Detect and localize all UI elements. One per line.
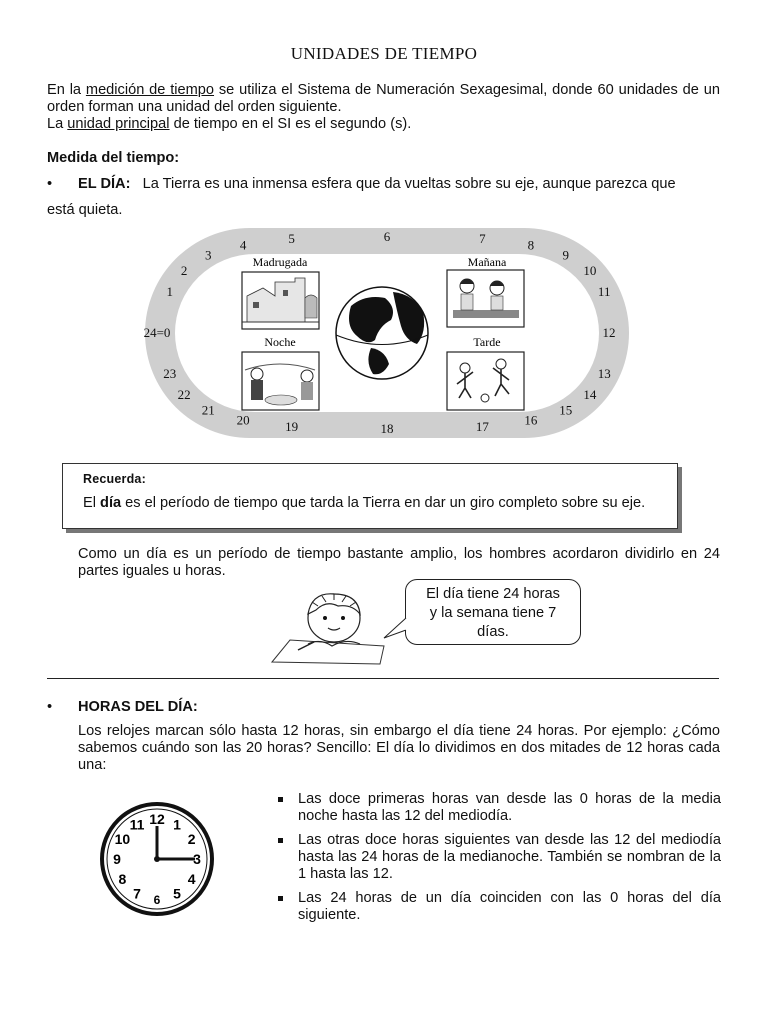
list-item <box>278 791 721 825</box>
panel-label-noche: Noche <box>264 335 296 349</box>
square-bullet-icon <box>278 896 283 901</box>
list-item <box>278 832 721 883</box>
dia-line-2: está quieta. <box>47 202 123 218</box>
dia-text: La Tierra es una inmensa esfera que da vueltas sobre su eje, aunque parezca que <box>142 176 676 192</box>
clock-number: 12 <box>149 811 165 827</box>
recuerda-text-part: es el período de tiempo que tarda la Tierra en dar un giro completo sobre su eje. <box>121 495 646 511</box>
hour-label: 7 <box>479 231 486 247</box>
clock-number: 10 <box>114 831 131 847</box>
link-medicion-tiempo: medición de tiempo <box>85 82 215 98</box>
hour-label: 15 <box>559 402 573 418</box>
recuerda-title: Recuerda: <box>83 472 146 486</box>
hour-label: 23 <box>163 366 177 382</box>
clock-number: 7 <box>133 885 141 902</box>
list-item-text: Las otras doce horas siguientes van desde las 12 del mediodía hasta las 24 horas de la medianoche. También se nombran de la 1 hasta las 12. <box>298 832 721 882</box>
globe-icon <box>336 287 428 379</box>
child-writing-illustration <box>268 588 386 668</box>
bubble-line: y la semana tiene 7 <box>429 605 557 621</box>
intro-text: se utiliza el Sistema de Numeración Sexagesimal, donde 60 unidades de un orden forman una unidad del orden siguiente. <box>47 82 720 115</box>
page-title: UNIDADES DE TIEMPO <box>290 44 478 63</box>
bubble-line: El día tiene 24 horas <box>426 586 560 602</box>
intro-text: La <box>47 116 68 132</box>
intro-text: En la <box>47 82 86 98</box>
hour-label: 13 <box>597 366 611 382</box>
square-bullet-icon <box>278 838 283 843</box>
hour-label: 2 <box>180 262 188 278</box>
bullet-dia: • <box>47 176 53 192</box>
clock-center <box>154 856 160 862</box>
dia-label: EL DÍA: <box>78 176 131 192</box>
intro-paragraph <box>47 82 720 133</box>
hour-label: 18 <box>380 421 394 436</box>
bubble-line: días. <box>477 624 509 640</box>
hour-label: 5 <box>288 231 295 247</box>
clock-number: 1 <box>173 816 181 833</box>
recuerda-text-part: El <box>83 495 101 511</box>
hour-label: 21 <box>201 402 215 418</box>
hour-label: 11 <box>597 283 611 299</box>
day-cycle-diagram <box>135 222 635 444</box>
dia-line <box>78 176 720 193</box>
clock-number: 5 <box>173 885 181 902</box>
hour-label: 17 <box>475 418 489 434</box>
clock-number: 9 <box>113 851 121 867</box>
clock-number: 11 <box>129 816 145 833</box>
section-divider <box>47 678 719 679</box>
list-item-text: Las doce primeras horas van desde las 0 horas de la media noche hasta las 12 del mediodía. <box>298 791 721 824</box>
analog-clock <box>98 800 216 918</box>
recuerda-bold: día <box>100 495 122 511</box>
section-heading-horas: HORAS DEL DÍA: <box>78 699 198 715</box>
hour-label: 9 <box>562 247 570 263</box>
dia-partes-paragraph: Como un día es un período de tiempo bastante amplio, los hombres acordaron dividirlo en 24 partes iguales u horas. <box>78 546 720 579</box>
clock-number: 3 <box>193 851 201 867</box>
square-bullet-icon <box>278 797 283 802</box>
panel-label-tarde: Tarde <box>473 335 501 349</box>
link-unidad-principal: unidad principal <box>67 116 170 132</box>
recuerda-box <box>62 463 678 529</box>
clock-number: 8 <box>118 871 127 887</box>
hour-label: 20 <box>236 412 250 428</box>
clock-number: 2 <box>187 831 196 847</box>
clock-number: 4 <box>187 871 196 887</box>
recuerda-text <box>83 495 673 512</box>
horas-paragraph: Los relojes marcan sólo hasta 12 horas, sin embargo el día tiene 24 horas. Por ejemplo: ¿Cómo sabemos cuándo son las 20 horas? Sencillo: El día lo dividimos en dos mitades de 12 horas cada una: <box>78 723 720 773</box>
clock-number: 6 <box>153 893 161 907</box>
list-item <box>278 890 721 924</box>
hour-label: 3 <box>204 247 212 263</box>
hour-label: 24=0 <box>143 325 171 340</box>
hour-label: 22 <box>177 387 191 403</box>
section-heading-medida: Medida del tiempo: <box>47 150 180 166</box>
hour-label: 16 <box>524 412 538 428</box>
speech-bubble-tail <box>382 616 408 646</box>
hour-label: 12 <box>602 325 616 340</box>
hour-label: 8 <box>527 237 535 253</box>
hour-label: 1 <box>166 283 174 299</box>
list-item-text: Las 24 horas de un día coinciden con las 0 horas del día siguiente. <box>298 890 721 923</box>
hour-label: 6 <box>383 229 391 244</box>
hour-label: 14 <box>583 387 597 403</box>
hour-label: 19 <box>285 418 299 434</box>
hour-label: 10 <box>583 262 597 278</box>
speech-bubble <box>405 579 581 645</box>
intro-text: de tiempo en el SI es el segundo (s). <box>169 116 412 132</box>
hour-label: 4 <box>239 237 247 253</box>
panel-label-manana: Mañana <box>467 255 507 269</box>
panel-label-madrugada: Madrugada <box>252 255 308 269</box>
bullet-horas: • <box>47 699 53 715</box>
